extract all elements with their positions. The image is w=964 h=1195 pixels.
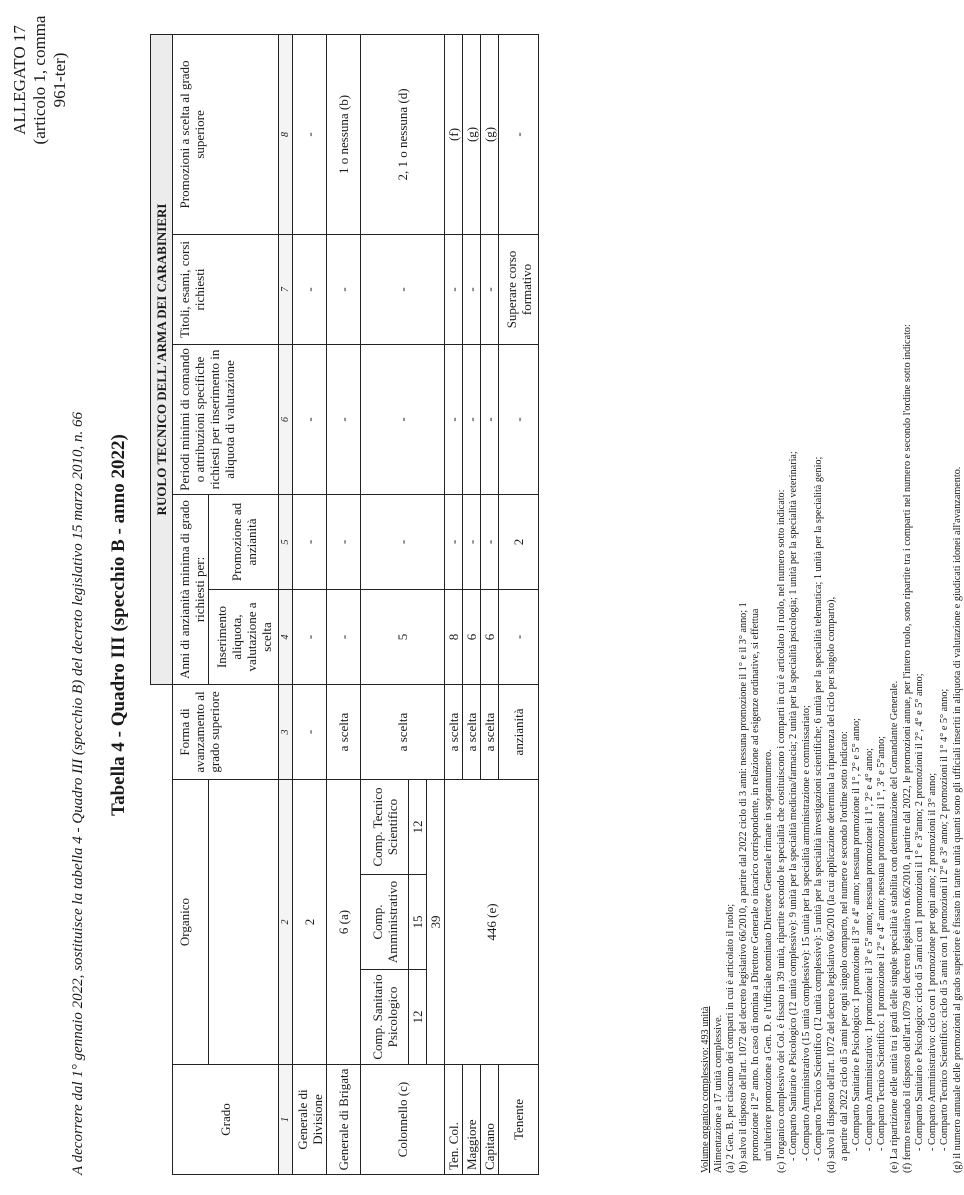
grado-cell: Tenente — [499, 1065, 539, 1175]
anz-cell: - — [445, 494, 463, 589]
footnote: (c) l'organico complessivo dei Col. è fissato in 39 unità, ripartite secondo le specialità che costituiscono i comparti in cui è articolato il ruolo, nel numero sotto indicato: — [775, 489, 787, 1173]
col-grado: Grado — [173, 1065, 279, 1175]
prom-cell: (g) — [463, 34, 481, 234]
ins-cell: - — [293, 589, 327, 684]
footnote: (e) La ripartizione delle unità tra i gradi delle singole specialità è stabilita con determinazione del Comandante Generale. — [888, 680, 900, 1173]
per-cell: - — [481, 344, 499, 494]
footnote: Alimentazione a 17 unità complessive. — [712, 1014, 724, 1173]
forma-cell: a scelta — [445, 684, 463, 779]
grado-cell: Maggiore — [463, 1065, 481, 1175]
tit-cell: - — [327, 234, 361, 344]
anz-cell: - — [293, 494, 327, 589]
articolo-label: (articolo 1, comma 961-ter) — [30, 15, 69, 145]
footnote: promozione il 2° anno. In caso di nomina a Direttore Generale o incarico corrispondente, in relazione ad esigenze ordinative, si effettua — [750, 608, 762, 1161]
tit-cell: - — [463, 234, 481, 344]
allegato-header — [10, 5, 70, 155]
ins-cell: 5 — [361, 589, 445, 684]
organico-cell: 2 — [293, 780, 327, 1065]
prom-cell: (g) — [481, 34, 499, 234]
anz-cell: - — [481, 494, 499, 589]
col-organico: Organico — [173, 780, 209, 1065]
footnote: (a) 2 Gen. B. per ciascuno dei comparti in cui è articolato il ruolo; — [725, 903, 737, 1173]
footnote: - Comparto Tecnico Scientifico: 1 promozione il 2° e 4° anno; nessuna promozione il 1°, 3° e 5°anno; — [876, 736, 888, 1151]
num-4: 4 — [279, 589, 293, 684]
col-promozione-anz: Promozione ad anzianità — [209, 494, 279, 589]
footnote: - Comparto Amministrativo: ciclo con 1 promozione per ogni anno; 2 promozioni il 3° anno; — [926, 772, 938, 1151]
forma-cell: a scelta — [327, 684, 361, 779]
grado-cell: Generale di Brigata — [327, 1065, 361, 1175]
tit-cell: - — [481, 234, 499, 344]
footnote: - Comparto Sanitario e Psicologico: 1 promozione il 3° e 4° anno; nessuna promozione il 1°, 2° e 5° anno; — [851, 718, 863, 1151]
col-inserimento: Inserimento aliquota, valutazione a scelta — [209, 589, 279, 684]
comp-san-label: Comp. Sanitario Psicologico — [361, 970, 409, 1065]
col-forma: Forma di avanzamento al grado superiore — [173, 684, 279, 779]
per-cell: - — [293, 344, 327, 494]
per-cell: - — [499, 344, 539, 494]
footnote: - Comparto Sanitario e Psicologico (12 unità complessive): 9 unità per la specialità medicina/farmacia; 2 unità per la specialità psicologia; 1 unità per la specialità veterinaria; — [788, 451, 800, 1161]
grado-cell: Ten. Col. — [445, 1065, 463, 1175]
table-row — [445, 34, 463, 1174]
allegato-label: ALLEGATO 17 — [10, 25, 29, 135]
prom-cell: (f) — [445, 34, 463, 234]
footnote: a partire dal 2022 ciclo di 5 anni per ogni singolo comparto, nel numero e secondo l'ordine sotto indicato: — [838, 731, 850, 1161]
tit-cell: - — [445, 234, 463, 344]
num-8: 8 — [279, 34, 293, 234]
col-titoli: Titoli, esami, corsi richiesti — [173, 234, 279, 344]
forma-cell: a scelta — [463, 684, 481, 779]
number-row — [279, 34, 293, 1174]
prom-cell: 1 o nessuna (b) — [327, 34, 361, 234]
ins-cell: 6 — [463, 589, 481, 684]
footnote: un'ulteriore promozione a Gen. D. e l'ufficiale nominato Direttore Generale rimane in soprannumero. — [762, 749, 774, 1161]
forma-cell: a scelta — [361, 684, 445, 779]
footnote: - Comparto Tecnico Scientifico (12 unità complessive): 5 unità per la specialità investigazioni scientifiche; 6 unità per la specialità telematica; 1 unità per la specialità genio; — [813, 456, 825, 1161]
num-2: 2 — [279, 780, 293, 1065]
prom-cell: - — [293, 34, 327, 234]
anz-cell: - — [463, 494, 481, 589]
anz-cell: - — [327, 494, 361, 589]
footnotes — [700, 33, 964, 1173]
footnote: - Comparto Sanitario e Psicologico: ciclo di 5 anni con 1 promozioni il 1° e 3°anno; 2 promozioni il 2°, 4° e 5° anno; — [914, 673, 926, 1151]
comp-total-value: 39 — [427, 780, 445, 1065]
ins-cell: - — [327, 589, 361, 684]
forma-cell: anzianità — [499, 684, 539, 779]
num-7: 7 — [279, 234, 293, 344]
footnote: (f) fermo restando il disposto dell'art.1079 del decreto legislativo n.66/2010, a partire dal 2022, le promozioni annue, per l'intero ruolo, sono ripartite tra i comparti nel numero e secondo l'ordine sotto indicato: — [901, 324, 913, 1173]
footnote: - Comparto Amministrativo: 1 promozione il 3° e 5° anno; nessuna promozione il 1°, 2° e 4° anno; — [863, 748, 875, 1151]
per-cell: - — [361, 344, 445, 494]
forma-cell: a scelta — [481, 684, 499, 779]
per-cell: - — [445, 344, 463, 494]
prom-cell: - — [499, 34, 539, 234]
quadro-table — [150, 34, 539, 1175]
grado-cell: Colonnello (c) — [361, 1065, 445, 1175]
grado-cell: Capitano — [481, 1065, 499, 1175]
effective-date-note: A decorrere dal 1° gennaio 2022, sostituisce la tabella 4 - Quadro III (specchio B) del decreto legislativo 15 marzo 2010, n. 66 — [70, 412, 86, 1175]
comp-tec-value: 12 — [409, 780, 427, 875]
forma-cell: - — [293, 684, 327, 779]
footnote: (d) salvo il disposto dell'art. 1072 del decreto legislativo 66/2010 (la cui applicazione determina la ripartenza del ciclo per singolo comparto), — [825, 596, 837, 1173]
footnote: - Comparto Tecnico Scientifico: ciclo di 5 anni con 1 promozioni il 2° e 3° anno; 2 promozioni il 1° 4° e 5° anno; — [939, 688, 951, 1151]
ins-cell: 8 — [445, 589, 463, 684]
header-row-1 — [173, 34, 209, 1174]
num-6: 6 — [279, 344, 293, 494]
comparto-header-row — [361, 34, 409, 1174]
comp-amm-value: 15 — [409, 875, 427, 970]
comp-san-value: 12 — [409, 970, 427, 1065]
table-row — [293, 34, 327, 1174]
grado-cell: Generale di Divisione — [293, 1065, 327, 1175]
footnote: (b) salvo il disposto dell'art. 1072 del decreto legislativo 66/2010, a partire dal 2022 ciclo di 3 anni: nessuna promozione il 1° e il 3° anno; 1 — [737, 602, 749, 1173]
table-row — [327, 34, 361, 1174]
organico-cell: 6 (a) — [327, 780, 361, 1065]
anz-cell: - — [361, 494, 445, 589]
col-anni: Anni di anzianità minima di grado richiesti per: — [173, 494, 209, 684]
num-5: 5 — [279, 494, 293, 589]
prom-cell: 2, 1 o nessuna (d) — [361, 34, 445, 234]
num-3: 3 — [279, 684, 293, 779]
tit-cell: - — [293, 234, 327, 344]
organico-cell: 446 (e) — [445, 780, 539, 1065]
footnote: - Comparto Amministrativo (15 unità complessive): 15 unità per la specialità amministrazione e commissariato; — [800, 705, 812, 1161]
per-cell: - — [327, 344, 361, 494]
comp-tec-label: Comp. Tecnico Scientifico — [361, 780, 409, 875]
tit-cell: Superare corso formativo — [499, 234, 539, 344]
footnote: Volume organico complessivo: 493 unità — [700, 1006, 711, 1173]
comp-amm-label: Comp. Amministrativo — [361, 875, 409, 970]
ins-cell: - — [499, 589, 539, 684]
anz-cell: 2 — [499, 494, 539, 589]
ins-cell: 6 — [481, 589, 499, 684]
ruolo-band: RUOLO TECNICO DELL'ARMA DEI CARABINIERI — [151, 34, 173, 684]
tit-cell: - — [361, 234, 445, 344]
table-title: Tabella 4 - Quadro III (specchio B - anno 2022) — [108, 434, 129, 816]
band-row — [151, 34, 173, 1174]
col-promozioni: Promozioni a scelta al grado superiore — [173, 34, 279, 234]
footnote: (g) il numero annuale delle promozioni al grado superiore è fissato in tante unità quanti sono gli ufficiali inseriti in aliquota di valutazione e giudicati idonei all'avanzamento. — [951, 466, 963, 1173]
num-1: 1 — [279, 1065, 293, 1175]
col-periodi: Periodi minimi di comando o attribuzioni specifiche richiesti per inserimento in aliquota di valutazione — [173, 344, 279, 494]
per-cell: - — [463, 344, 481, 494]
